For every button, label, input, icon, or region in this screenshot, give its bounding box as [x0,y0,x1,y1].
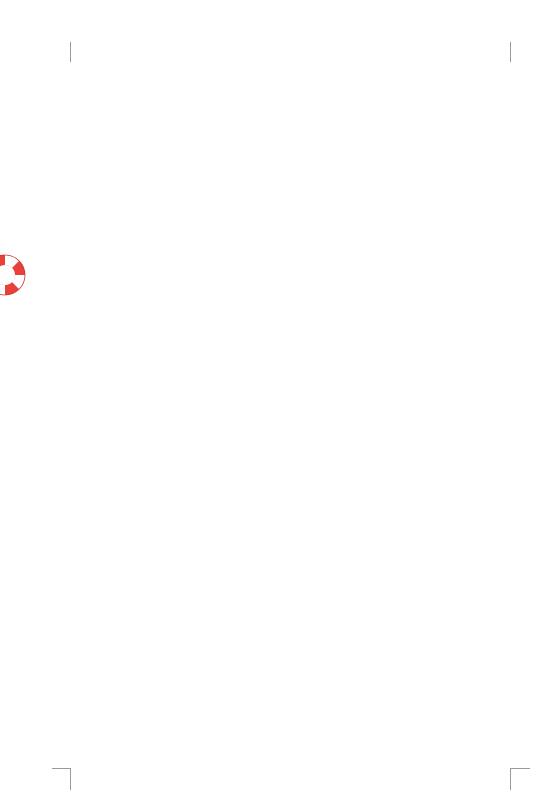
crop-mark-bottom-right-v [510,768,511,790]
crop-mark-bottom-right-h [510,768,530,769]
crop-mark-top-right-v [510,42,511,62]
crop-mark-top-left-v [70,42,71,62]
crop-mark-bottom-left-v [70,768,71,790]
lifebuoy-icon[interactable] [0,252,28,298]
crop-mark-bottom-left-h [52,768,71,769]
